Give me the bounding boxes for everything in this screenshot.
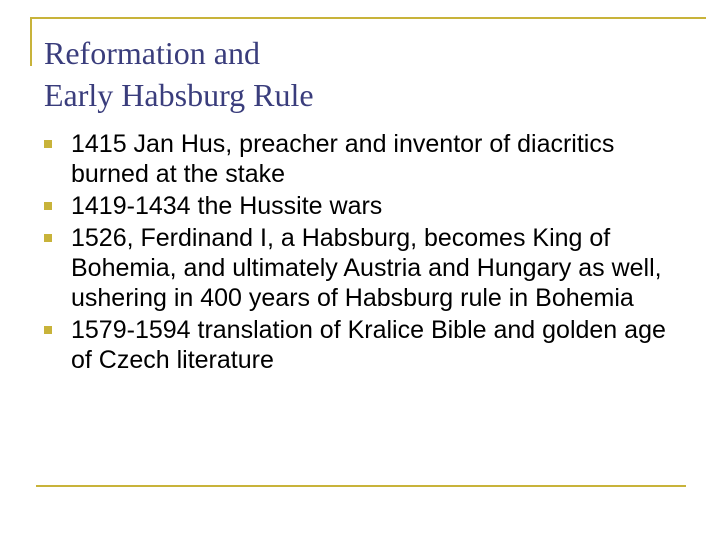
bullet-text-2: 1419-1434 the Hussite wars xyxy=(71,192,383,220)
square-bullet-icon xyxy=(44,326,52,334)
left-accent-line xyxy=(30,17,32,66)
slide-title xyxy=(44,32,684,116)
bullet-item-2 xyxy=(44,191,684,221)
bullet-item-1 xyxy=(44,129,684,189)
bullet-text-4: 1579-1594 translation of Kralice Bible and golden age of Czech literature xyxy=(71,316,666,374)
bullet-list xyxy=(44,129,684,377)
bottom-divider-line xyxy=(36,485,686,487)
top-divider-line xyxy=(30,17,706,19)
bullet-text-1: 1415 Jan Hus, preacher and inventor of diacritics burned at the stake xyxy=(71,130,615,188)
title-line-2: Early Habsburg Rule xyxy=(44,77,314,113)
title-line-1: Reformation and xyxy=(44,35,260,71)
bullet-item-3 xyxy=(44,223,684,313)
square-bullet-icon xyxy=(44,234,52,242)
square-bullet-icon xyxy=(44,140,52,148)
bullet-item-4 xyxy=(44,315,684,375)
square-bullet-icon xyxy=(44,202,52,210)
bullet-text-3: 1526, Ferdinand I, a Habsburg, becomes King of Bohemia, and ultimately Austria and Hungary as well, ushering in 400 years of Habsburg rule in Bohemia xyxy=(71,224,662,312)
